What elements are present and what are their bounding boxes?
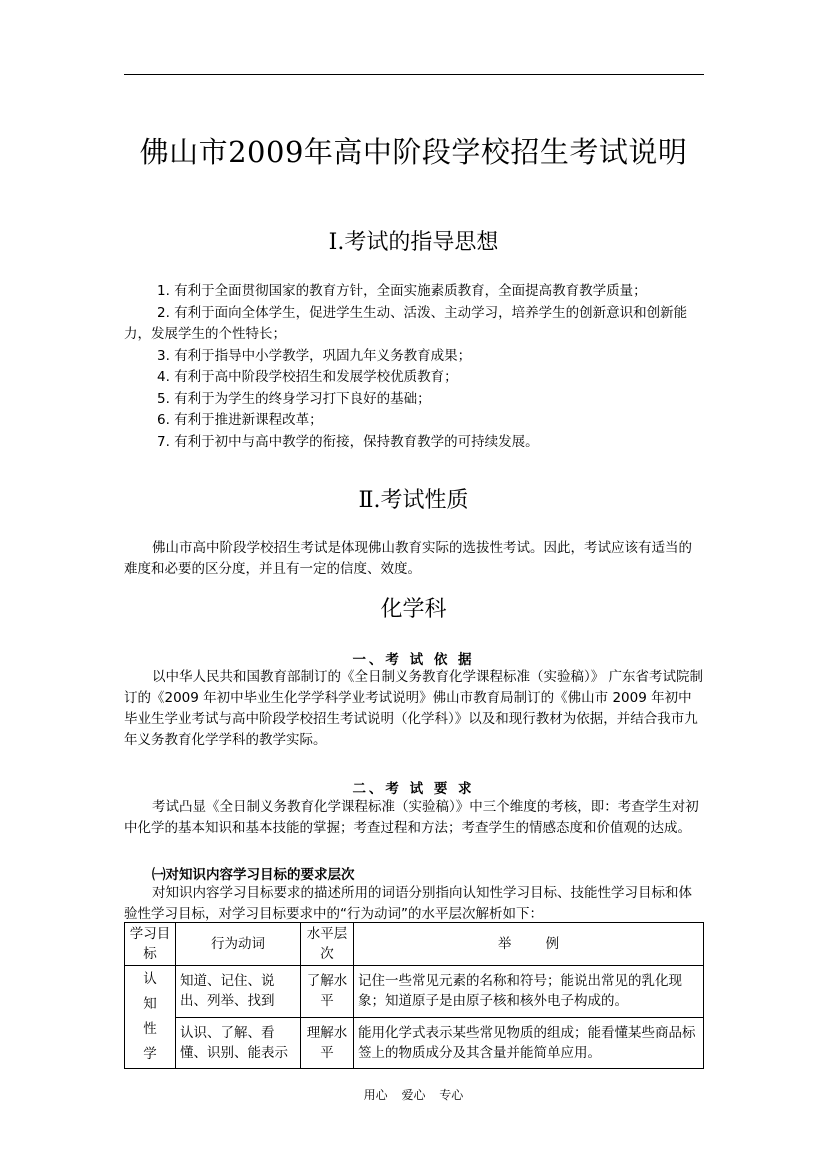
- list-item: 6. 有利于推进新课程改革；: [157, 412, 323, 428]
- guiding-principles-list: [124, 281, 704, 453]
- table-cell-level: 了解水平: [301, 966, 354, 1018]
- basis-heading: 一、考 试 依 据: [352, 652, 475, 668]
- list-item: 2. 有利于面向全体学生，促进学生生动、活泼、主动学习，培养学生的创新意识和创新能力，发展学生的个性特长；: [124, 304, 688, 342]
- list-item: 4. 有利于高中阶段学校招生和发展学校优质教育；: [157, 369, 458, 385]
- basis-paragraph: 以中华人民共和国教育部制订的《全日制义务教育化学课程标准（实验稿）》 广东省考试院制订的《2009 年初中毕业生化学学科学业考试说明》佛山市教育局制订的《佛山市 2009 年初中毕业生学业考试与高中阶段学校招生考试说明（化学科）》以及和现行教材为依据，并结合我市九年义务教育化学学科的教学实际。: [124, 669, 704, 748]
- table-cell-example: 能用化学式表示某些常见物质的组成；能看懂某些商品标签上的物质成分及其含量并能简单应用。: [354, 1017, 704, 1069]
- category-char: 认: [143, 971, 157, 987]
- table-cell-verbs: 知道、记住、说出、列举、找到: [176, 966, 301, 1018]
- table-header-row: [125, 923, 704, 966]
- knowledge-levels-intro: 对知识内容学习目标要求的描述所用的词语分别指向认知性学习目标、技能性学习目标和体验性学习目标，对学习目标要求中的“行为动词”的水平层次解析如下：: [124, 885, 692, 922]
- category-char: 性: [143, 1021, 157, 1037]
- header-example: 举 例: [354, 923, 704, 966]
- header-level: 水平层次: [301, 923, 354, 966]
- list-item: 5. 有利于为学生的终身学习打下良好的基础；: [157, 390, 431, 407]
- requirements-paragraph: 考试凸显《全日制义务教育化学课程标准（实验稿）》中三个维度的考核，即：考查学生对初中化学的基本知识和基本技能的掌握；考查过程和方法；考查学生的情感态度和价值观的达成。: [124, 799, 699, 836]
- page-title: 佛山市2009年高中阶段学校招生考试说明: [139, 135, 688, 169]
- page-footer: 用心 爱心 专心: [363, 1088, 464, 1102]
- category-char: 学: [143, 1046, 157, 1062]
- subject-heading: 化学科: [380, 597, 447, 622]
- table-row: [125, 1017, 704, 1069]
- knowledge-levels-subheading: ㈠对知识内容学习目标的要求层次: [152, 867, 355, 883]
- table-cell-example: 记住一些常见元素的名称和符号；能说出常见的乳化现象；知道原子是由原子核和核外电子构成的。: [354, 966, 704, 1018]
- table-cell-level: 理解水平: [301, 1017, 354, 1069]
- section-heading-guiding-thought: Ⅰ.考试的指导思想: [328, 230, 499, 255]
- list-item: 3. 有利于指导中小学教学，巩固九年义务教育成果；: [157, 347, 472, 364]
- list-item: 1. 有利于全面贯彻国家的教育方针，全面实施素质教育，全面提高教育教学质量；: [157, 283, 647, 299]
- exam-nature-paragraph: 佛山市高中阶段学校招生考试是体现佛山教育实际的选拔性考试。因此，考试应该有适当的难度和必要的区分度，并且有一定的信度、效度。: [124, 540, 692, 577]
- header-verbs: 行为动词: [176, 923, 301, 966]
- learning-goals-table: [124, 922, 704, 1069]
- category-char: 知: [143, 996, 157, 1012]
- table-row: [125, 966, 704, 1018]
- list-item: 7. 有利于初中与高中教学的衔接，保持教育教学的可持续发展。: [157, 433, 539, 450]
- table-cell-verbs: 认识、了解、看懂、识别、能表示: [176, 1017, 301, 1069]
- category-cognitive: [125, 966, 176, 1069]
- requirements-heading: 二、考 试 要 求: [352, 781, 475, 797]
- header-goal: 学习目标: [125, 923, 176, 966]
- section-heading-exam-nature: Ⅱ.考试性质: [358, 488, 469, 513]
- header-rule: [124, 74, 704, 75]
